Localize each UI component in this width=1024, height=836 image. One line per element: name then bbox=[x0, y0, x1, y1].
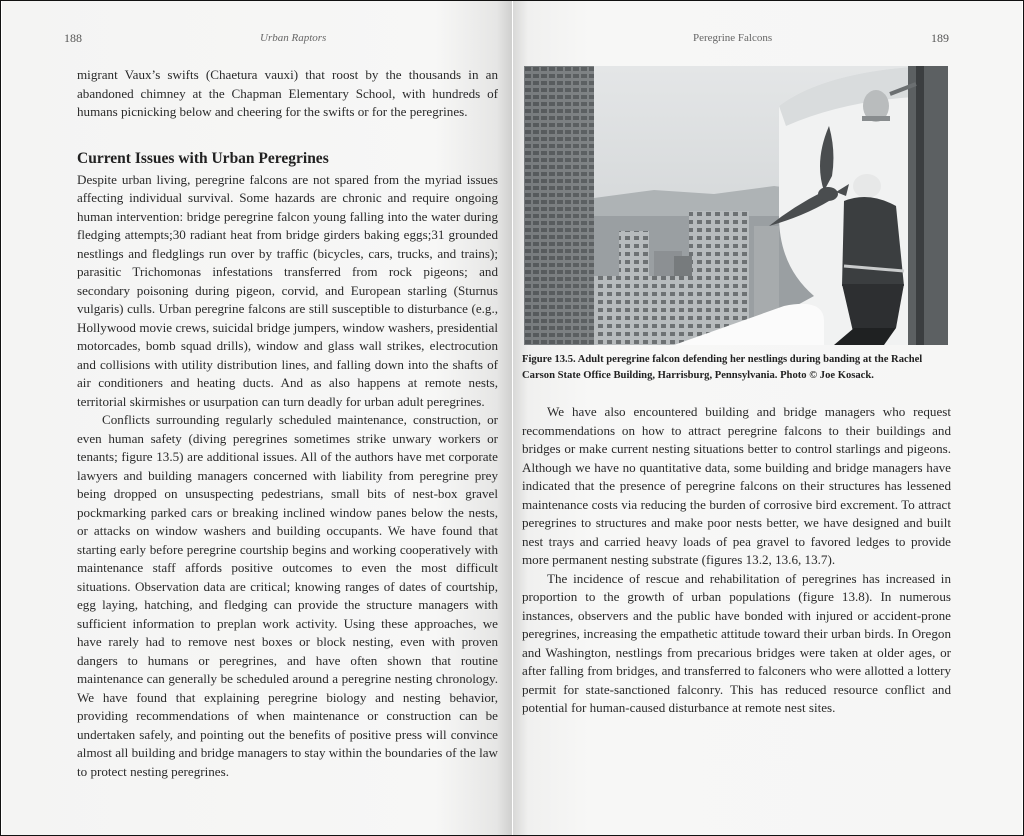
left-page bbox=[2, 1, 512, 835]
body-paragraph: The incidence of rescue and rehabilitation of peregrines has increased in proportion to the growth of urban populations (figure 13.8). In numerous instances, observers and the public have bonded with injured or accident-prone peregrines, increasing the empathetic attitude toward their urban birds. In Oregon and Washington, nestlings from precarious bridges were taken at older ages, or after falling from bridges, and transferred to falconers who were allotted a lottery permit for state-sanctioned falconry. This has reduced resource conflict and potential for human-caused disturbance at remote nest sites. bbox=[522, 570, 951, 715]
left-running-head: Urban Raptors bbox=[260, 32, 327, 44]
body-paragraph: We have also encountered building and bridge managers who request recommendations on how to attract peregrine falcons to their buildings and bridges or make current nesting situations better to control starlings and pigeons. Although we have no quantitative data, some building and bridge managers have indicated that the presence of peregrine falcons on their structures has lessened maintenance costs via reducing the burden of corrosive bird excrement. To attract peregrines to structures and make poor nests better, we have designed and built nest trays and carried heavy loads of pea gravel to favored ledges to provide more permanent nesting substrate (figures 13.2, 13.6, 13.7). bbox=[522, 404, 951, 567]
right-running-head: Peregrine Falcons bbox=[693, 32, 773, 44]
continued-paragraph: migrant Vaux’s swifts (Chaetura vauxi) that roost by the thousands in an abandoned chimney at the Chapman Elementary School, with hundreds of humans picnicking below and cheering for the swifts or for the peregrines. bbox=[77, 67, 498, 119]
section-heading: Current Issues with Urban Peregrines bbox=[77, 149, 329, 167]
right-page-number: 189 bbox=[931, 31, 949, 45]
left-text-column bbox=[77, 66, 498, 781]
falcon-banding-photo bbox=[524, 66, 948, 345]
body-paragraph: Despite urban living, peregrine falcons are not spared from the myriad issues affecting individual survival. Some hazards are chronic and require ongoing human intervention: bridge peregrine falcon young falling into the water during fledging attempts;30 radiant heat from bridge girders baking eggs;31 grounded nestlings and fledglings run over by traffic (bicycles, cars, trucks, and trains); parasitic Trichomonas infestations transferred from rock pigeons; and secondary poisoning during pigeon, corvid, and European starling (Sturnus vulgaris) culls. Urban peregrine falcons are still susceptible to disturbance (e.g., Hollywood movie crews, suicidal bridge jumpers, window washers, presidential motorcades, bomb squad drills), window and glass wall strikes, electrocution and collisions with utility distribution lines, and falling down into the shafts of air conditioners and heating ducts. And as also happens at remote nests, territorial skirmishes or usurpation can turn deadly for urban adult peregrines. bbox=[77, 171, 498, 409]
right-text-column bbox=[522, 403, 951, 718]
body-paragraph: Conflicts surrounding regularly scheduled maintenance, construction, or even human safety (diving peregrines sometimes strike unwary workers or tenants; figure 13.5) are additional issues. All of the authors have met corporate lawyers and building managers concerned with liability from peregrine prey being dropped on unsuspecting pedestrians, small bits of nest-box gravel pockmarking parked cars or breaking inclined window panes below the nests, or attacks on window washers and building occupants. We have found that starting early before peregrine courtship begins and working cooperatively with maintenance staff affords positive outcomes to even the most difficult situations. Observation data are critical; knowing ranges of dates of courtship, egg laying, hatching, and fledging can provide the structure managers with sufficient information to preplan work activity. Using these approaches, we have rarely had to remove nest boxes or block nesting, even with proven dangers to humans or peregrines, and have often shown that routine maintenance can generally be scheduled around a peregrine nesting chronology. We have found that explaining peregrine biology and nesting behavior, providing recommendations of when maintenance or construction can be undertaken safely, and pointing out the benefits of positive press will convince almost all building and bridge managers to stay within the boundaries of the law to protect nesting peregrines. bbox=[77, 412, 498, 779]
figure-caption: Figure 13.5. Adult peregrine falcon defending her nestlings during banding at the Rachel Carson State Office Building, Harrisburg, Pennsylvania. Photo © Joe Kosack. bbox=[522, 354, 923, 381]
figure-photo bbox=[524, 66, 948, 345]
left-page-number: 188 bbox=[64, 31, 82, 45]
